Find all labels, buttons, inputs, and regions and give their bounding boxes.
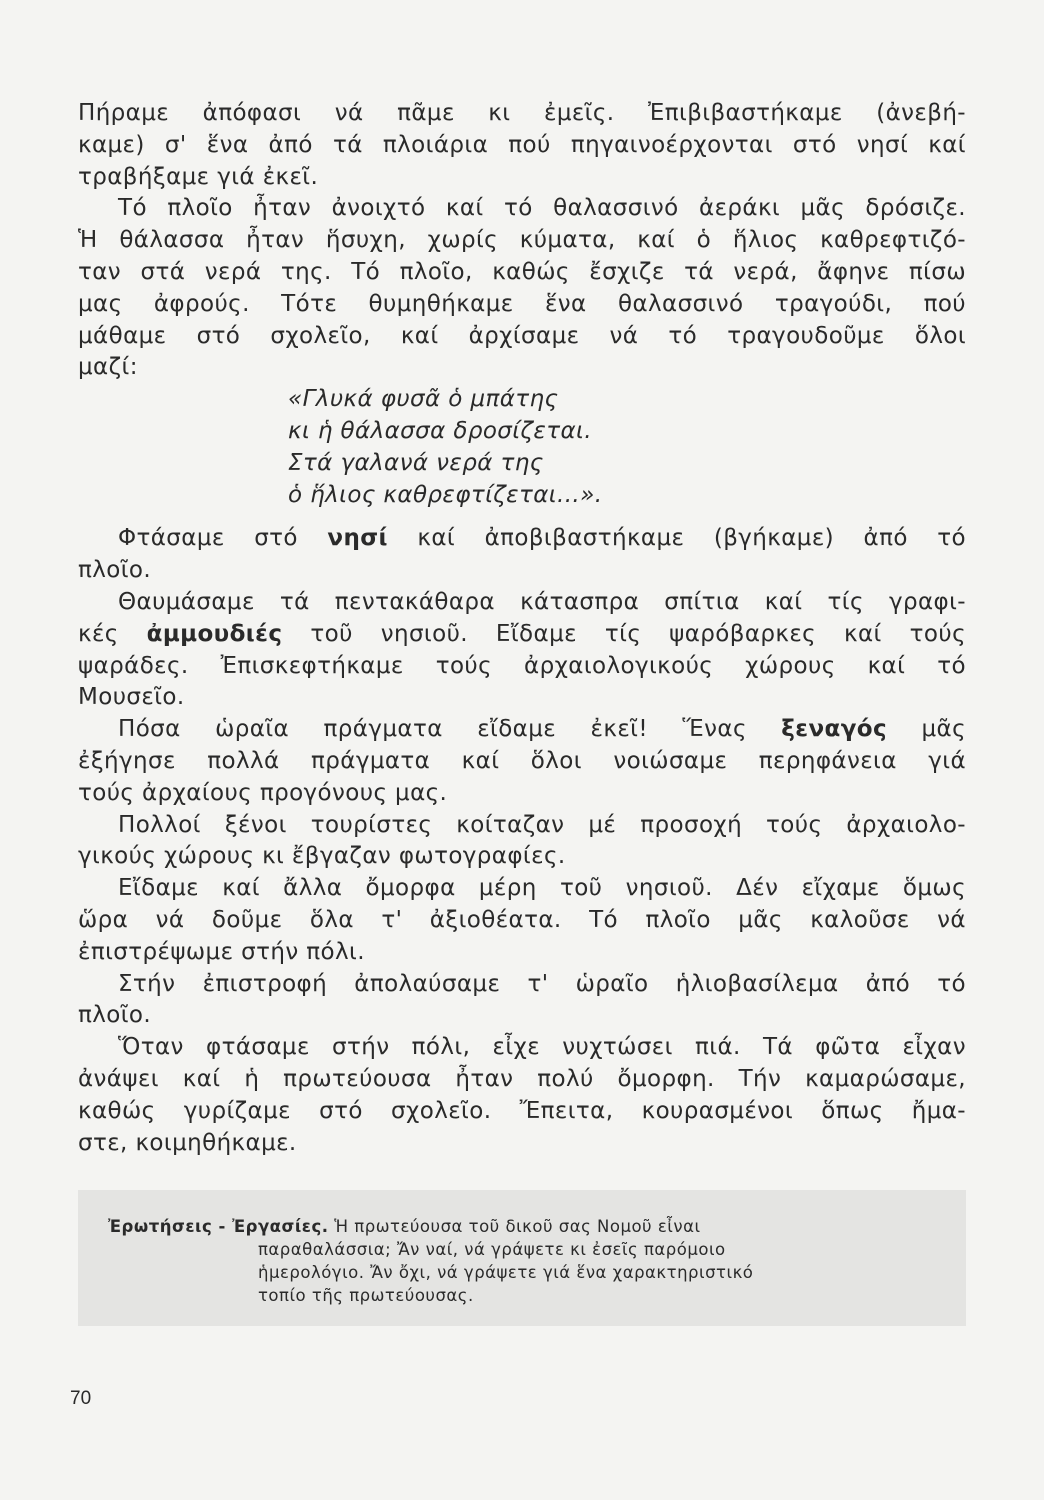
questions-line: ἡμερολόγιο. Ἄν ὄχι, νά γράψετε γιά ἕνα χαρακτηριστικό xyxy=(258,1263,754,1282)
text-run: Ἡ πρωτεύουσα τοῦ δικοῦ σας Νομοῦ εἶναι xyxy=(328,1217,701,1236)
text-run: Φτάσαμε στό xyxy=(118,525,328,552)
paragraph-8 xyxy=(78,969,966,1033)
text-line: ἀνάψει καί ἡ πρωτεύουσα ἦταν πολύ ὄμορφη. Τήν καμαρώσαμε, xyxy=(78,1065,966,1092)
paragraph-1 xyxy=(78,98,966,193)
paragraph-9 xyxy=(78,1032,966,1159)
text-line: μάθαμε στό σχολεῖο, καί ἀρχίσαμε νά τό τραγουδοῦμε ὅλοι xyxy=(78,322,966,349)
text-line: ψαράδες. Ἐπισκεφτήκαμε τούς ἀρχαιολογικούς χώρους καί τό xyxy=(78,652,966,679)
text-line: καμε) σ' ἕνα ἀπό τά πλοιάρια πού πηγαινοέρχονται στό νησί καί xyxy=(78,131,966,158)
text-line xyxy=(78,523,966,555)
questions-line xyxy=(108,1215,926,1238)
questions-heading: Ἐρωτήσεις - Ἐργασίες. xyxy=(108,1217,329,1236)
text-run: καί ἀποβιβαστήκαμε (βγήκαμε) ἀπό τό xyxy=(387,525,966,552)
text-line: Ὅταν φτάσαμε στήν πόλι, εἶχε νυχτώσει πιά. Τά φῶτα εἶχαν xyxy=(118,1034,966,1061)
text-line: μαζί: xyxy=(78,354,138,381)
verse-line: «Γλυκά φυσᾶ ὁ μπάτης xyxy=(288,386,559,413)
paragraph-6 xyxy=(78,810,966,874)
text-line: Τό πλοῖο ἦταν ἀνοιχτό καί τό θαλασσινό ἀεράκι μᾶς δρόσιζε. xyxy=(118,195,966,222)
paragraph-4 xyxy=(78,587,966,714)
text-line: τραβήξαμε γιά ἐκεῖ. xyxy=(78,163,319,190)
verse-line: ὁ ἥλιος καθρεφτίζεται...». xyxy=(288,481,603,508)
text-line: μας ἀφρούς. Τότε θυμηθήκαμε ἕνα θαλασσινό τραγούδι, πού xyxy=(78,290,966,317)
text-line: ταν στά νερά της. Τό πλοῖο, καθώς ἔσχιζε τά νερά, ἄφηνε πίσω xyxy=(78,258,966,285)
text-line: πλοῖο. xyxy=(78,1002,152,1029)
text-line: τούς ἀρχαίους προγόνους μας. xyxy=(78,779,448,806)
text-line: ὥρα νά δοῦμε ὅλα τ' ἀξιοθέατα. Τό πλοῖο μᾶς καλοῦσε νά xyxy=(78,906,966,933)
text-line: γικούς χώρους κι ἔβγαζαν φωτογραφίες. xyxy=(78,843,566,870)
paragraph-3 xyxy=(78,523,966,587)
questions-line: τοπίο τῆς πρωτεύουσας. xyxy=(258,1286,474,1305)
questions-text xyxy=(108,1215,926,1307)
keyword-xenagos: ξεναγός xyxy=(781,716,888,743)
text-line: ἐξήγησε πολλά πράγματα καί ὅλοι νοιώσαμε περηφάνεια γιά xyxy=(78,747,966,774)
text-line: Ἡ θάλασσα ἦταν ἥσυχη, χωρίς κύματα, καί ὁ ἥλιος καθρεφτιζό- xyxy=(78,227,966,254)
verse-line: Στά γαλανά νερά της xyxy=(288,449,544,476)
body-text xyxy=(78,98,966,1159)
paragraph-5 xyxy=(78,714,966,809)
song-verse xyxy=(78,384,966,511)
paragraph-2 xyxy=(78,193,966,384)
text-line: στε, κοιμηθήκαμε. xyxy=(78,1129,297,1156)
text-line: Μουσεῖο. xyxy=(78,684,185,711)
text-run: Πόσα ὡραῖα πράγματα εἴδαμε ἐκεῖ! Ἕνας xyxy=(118,716,782,743)
questions-line: παραθαλάσσια; Ἄν ναί, νά γράψετε κι ἐσεῖς παρόμοιο xyxy=(258,1240,726,1259)
text-line: Εἴδαμε καί ἄλλα ὄμορφα μέρη τοῦ νησιοῦ. Δέν εἴχαμε ὅμως xyxy=(118,875,966,902)
text-run: κές xyxy=(78,620,147,647)
text-line: Στήν ἐπιστροφή ἀπολαύσαμε τ' ὡραῖο ἡλιοβασίλεμα ἀπό τό xyxy=(118,970,966,997)
text-line: ἐπιστρέψωμε στήν πόλι. xyxy=(78,938,365,965)
keyword-nisi: νησί xyxy=(327,525,388,552)
text-run: μᾶς xyxy=(887,716,966,743)
text-line xyxy=(78,619,966,651)
text-run: τοῦ νησιοῦ. Εἴδαμε τίς ψαρόβαρκες καί τούς xyxy=(282,620,966,647)
keyword-ammoudies: ἀμμουδιές xyxy=(146,620,283,647)
page-number: 70 xyxy=(70,1388,92,1409)
text-line: καθώς γυρίζαμε στό σχολεῖο. Ἔπειτα, κουρασμένοι ὅπως ἤμα- xyxy=(78,1097,966,1124)
verse-line: κι ἡ θάλασσα δροσίζεται. xyxy=(288,417,592,444)
text-line: Θαυμάσαμε τά πεντακάθαρα κάτασπρα σπίτια καί τίς γραφι- xyxy=(118,588,966,615)
text-line: Πήραμε ἀπόφασι νά πᾶμε κι ἐμεῖς. Ἐπιβιβαστήκαμε (ἀνεβή- xyxy=(78,100,966,126)
paragraph-7 xyxy=(78,873,966,968)
text-line xyxy=(78,714,966,746)
text-line: Πολλοί ξένοι τουρίστες κοίταζαν μέ προσοχή τούς ἀρχαιολο- xyxy=(118,811,966,838)
text-line: πλοῖο. xyxy=(78,557,152,584)
